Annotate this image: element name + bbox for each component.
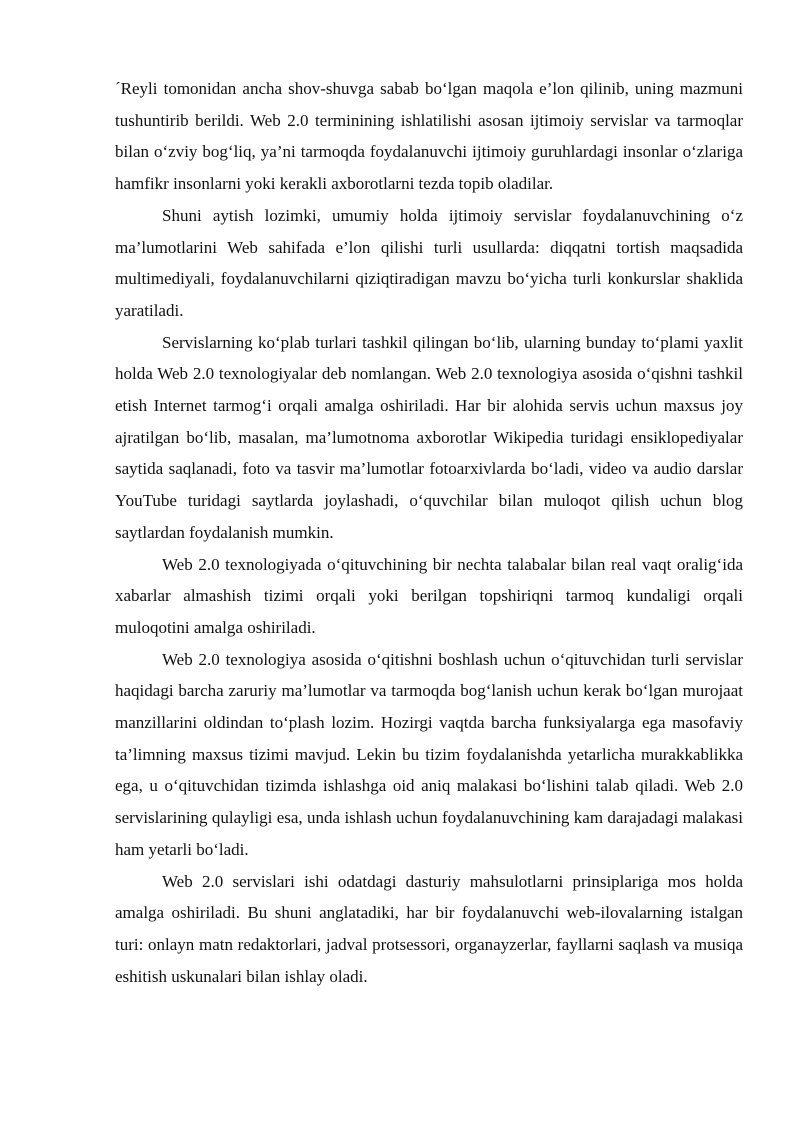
paragraph-3: Servislarning ko‘plab turlari tashkil qilingan bo‘lib, ularning bunday to‘plami yaxlit holda Web 2.0 texnologiyalar deb nomlangan. Web 2.0 texnologiya asosida o‘qishni tashkil etish Internet tarmog‘i orqali amalga oshiriladi. Har bir alohida servis uchun maxsus joy ajratilgan bo‘lib, masalan, ma’lumotnoma axborotlar Wikipedia turidagi ensiklopediyalar saytida saqlanadi, foto va tasvir ma’lumotlar fotoarxivlarda bo‘ladi, video va audio darslar YouTube turidagi saytlarda joylashadi, o‘quvchilar bilan muloqot qilish uchun blog saytlardan foydalanish mumkin. [115,332,743,542]
paragraph-2: Shuni aytish lozimki, umumiy holda ijtimoiy servislar foydalanuvchining o‘z ma’lumotlarini Web sahifada e’lon qilishi turli usullarda: diqqatni tortish maqsadida multimediyali, foydalanuvchilarni qiziqtiradigan mavzu bo‘yicha turli konkurslar shaklida yaratiladi. [115,205,743,320]
paragraph-1: ´Reyli tomonidan ancha shov-shuvga sabab bo‘lgan maqola e’lon qilinib, uning mazmuni tushuntirib berildi. Web 2.0 terminining ishlatilishi asosan ijtimoiy servislar va tarmoqlar bilan o‘zviy bog‘liq, ya’ni tarmoqda foydalanuvchi ijtimoiy guruhlardagi insonlar o‘zlariga hamfikr insonlarni yoki kerakli axborotlarni tezda topib oladilar. [115,79,743,194]
paragraph-5: Web 2.0 texnologiya asosida o‘qitishni boshlash uchun o‘qituvchidan turli servislar haqidagi barcha zaruriy ma’lumotlar va tarmoqda bog‘lanish uchun kerak bo‘lgan murojaat manzillarini oldindan to‘plash lozim. Hozirgi vaqtda barcha funksiyalarga ega masofaviy ta’limning maxsus tizimi mavjud. Lekin bu tizim foydalanishda yetarlicha murakkablikka ega, u o‘qituvchidan tizimda ishlashga oid aniq malakasi bo‘lishini talab qiladi. Web 2.0 servislarining qulayligi esa, unda ishlash uchun foydalanuvchining kam darajadagi malakasi ham yetarli bo‘ladi. [115,649,743,859]
paragraph-6: Web 2.0 servislari ishi odatdagi dasturiy mahsulotlarni prinsiplariga mos holda amalga oshiriladi. Bu shuni anglatadiki, har bir foydalanuvchi web-ilovalarning istalgan turi: onlayn matn redaktorlari, jadval protsessori, organayzerlar, fayllarni saqlash va musiqa eshitish uskunalari bilan ishlay oladi. [115,871,743,986]
document-body [115,73,743,992]
paragraph-4: Web 2.0 texnologiyada o‘qituvchining bir nechta talabalar bilan real vaqt oralig‘ida xabarlar almashish tizimi orqali yoki berilgan topshiriqni tarmoq kundaligi orqali muloqotini amalga oshiriladi. [115,554,743,637]
